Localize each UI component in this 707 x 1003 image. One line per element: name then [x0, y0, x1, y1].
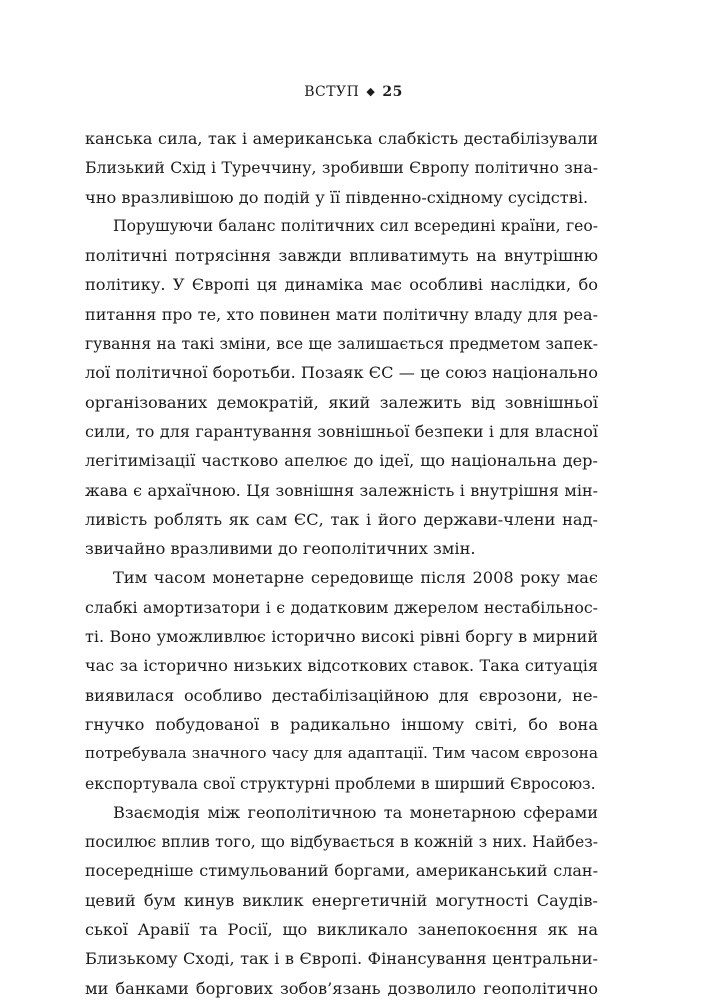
text-line: експортувала свої структурні проблеми в ширший Євросоюз.: [85, 773, 596, 793]
paragraph: [85, 563, 598, 797]
section-title: ВСТУП: [304, 84, 360, 100]
text-line: організованих демократій, який залежить від зовнішньої: [85, 392, 598, 412]
text-line: Близький Схід і Туреччину, зробивши Європу політично зна-: [85, 158, 598, 178]
text-line: політику. У Європі ця динаміка має особливі наслідки, бо: [85, 275, 598, 295]
text-line: ми банками боргових зобов’язань дозволило геополітично: [85, 978, 598, 998]
text-line: чно вразливішою до подій у її південно-східному сусідстві.: [85, 187, 589, 207]
text-line: потребувала значного часу для адаптації. Тим часом єврозона: [85, 744, 598, 763]
text-line: ті. Воно уможливлює історично високі рівні боргу в мирний: [85, 627, 598, 647]
text-line: Взаємодія між геополітичною та монетарною сферами: [113, 802, 598, 822]
running-header: [0, 84, 707, 100]
paragraph: [85, 124, 598, 212]
text-line: політичні потрясіння завжди впливатимуть на внутрішню: [85, 246, 598, 266]
text-line: ської Аравії та Росії, що викликало занепокоєння як на: [85, 920, 598, 940]
text-line: канська сила, так і американська слабкість дестабілізували: [85, 129, 598, 148]
text-line: Порушуючи баланс політичних сил всередині країни, гео-: [113, 216, 598, 235]
text-line: гування на такі зміни, все ще залишається предметом запек-: [85, 334, 598, 354]
text-line: жава є архаїчною. Ця зовнішня залежність і внутрішня мін-: [85, 480, 598, 500]
text-line: лої політичної боротьби. Позаяк ЄС — це союз національно: [85, 363, 598, 383]
text-line: гнучко побудованої в радикально іншому світі, бо вона: [85, 714, 598, 734]
text-line: посередніше стимульований боргами, американський слан-: [85, 861, 598, 881]
text-line: посилює вплив того, що відбувається в кожній з них. Найбез-: [85, 832, 598, 852]
text-line: сили, то для гарантування зовнішньої безпеки і для власної: [85, 421, 598, 441]
paragraph: [85, 798, 598, 1003]
text-line: цевий бум кинув виклик енергетичній могутності Саудів-: [85, 890, 598, 910]
text-line: Тим часом монетарне середовище після 2008 року має: [113, 568, 598, 588]
text-line: питання про те, хто повинен мати політичну владу для реа-: [85, 304, 598, 324]
text-line: ливість роблять як сам ЄС, так і його держави-члени над-: [85, 509, 598, 529]
text-line: час за історично низьких відсоткових ставок. Така ситуація: [85, 656, 598, 676]
diamond-separator-icon: ◆: [366, 85, 376, 98]
paragraph: [85, 212, 598, 564]
page-number: 25: [382, 84, 403, 100]
text-line: слабкі амортизатори і є додатковим джерелом нестабільнос-: [85, 597, 598, 617]
text-line: виявилася особливо дестабілізаційною для єврозони, не-: [85, 685, 598, 705]
text-line: легітимізації частково апелює до ідеї, що національна дер-: [85, 451, 598, 471]
text-line: Близькому Сході, так і в Європі. Фінансування центральни-: [85, 949, 598, 969]
text-line: звичайно вразливими до геополітичних змін.: [85, 539, 476, 559]
body-text: [85, 124, 598, 1003]
